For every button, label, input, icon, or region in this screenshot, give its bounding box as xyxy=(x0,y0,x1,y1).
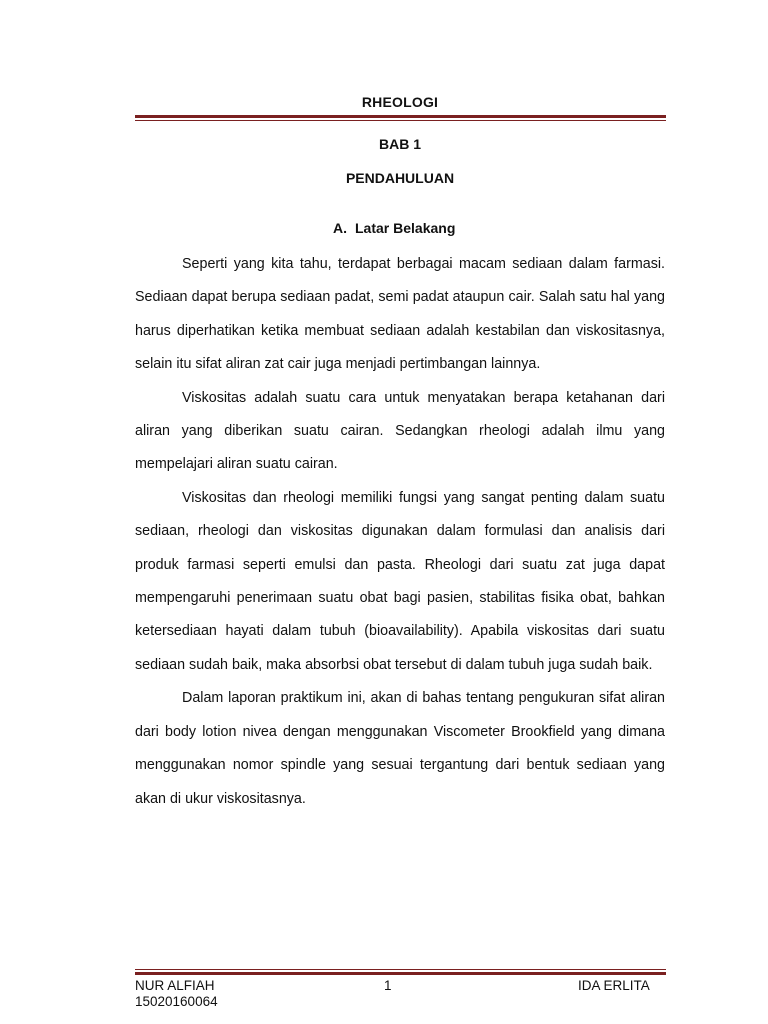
footer-rule-thick xyxy=(135,972,666,975)
chapter-number: BAB 1 xyxy=(378,136,421,152)
body-text xyxy=(135,248,665,816)
header-rule-thin xyxy=(135,120,666,121)
section-letter: A. xyxy=(333,220,347,236)
paragraph: Seperti yang kita tahu, terdapat berbagai macam sediaan dalam farmasi. Sediaan dapat berupa sediaan padat, semi padat ataupun cair. Salah satu hal yang harus diperhatikan ketika membuat sediaan adalah kestabilan dan viskositasnya, selain itu sifat aliran zat cair juga menjadi pertimbangan lainnya. xyxy=(135,256,665,373)
paragraph: Viskositas adalah suatu cara untuk menyatakan berapa ketahanan dari aliran yang diberikan suatu cairan. Sedangkan rheologi adalah ilmu yang mempelajari aliran suatu cairan. xyxy=(135,389,665,473)
footer-rule-thin xyxy=(135,969,666,970)
paragraph: Viskositas dan rheologi memiliki fungsi yang sangat penting dalam suatu sediaan, rheologi dan viskositas digunakan dalam formulasi dan analisis dari produk farmasi seperti emulsi dan pasta. Rheologi dari suatu zat juga dapat mempengaruhi penerimaan suatu obat bagi pasien, stabilitas fisika obat, bahkan ketersediaan hayati dalam tubuh (bioavailability). Apabila viskositas dari suatu sediaan sudah baik, maka absorbsi obat tersebut di dalam tubuh juga sudah baik. xyxy=(135,489,665,673)
footer-supervisor: IDA ERLITA xyxy=(578,978,650,993)
header-rule-thick xyxy=(135,115,666,118)
footer-author-name: NUR ALFIAH xyxy=(135,978,215,993)
section-title: Latar Belakang xyxy=(355,220,456,236)
header-title: RHEOLOGI xyxy=(361,94,439,110)
chapter-title: PENDAHULUAN xyxy=(345,170,455,186)
footer-author-id: 15020160064 xyxy=(135,994,218,1009)
page-number: 1 xyxy=(384,978,392,993)
section-heading xyxy=(333,220,455,236)
footer-author xyxy=(135,978,218,1010)
paragraph: Dalam laporan praktikum ini, akan di bahas tentang pengukuran sifat aliran dari body lotion nivea dengan menggunakan Viscometer Brookfield yang dimana menggunakan nomor spindle yang sesuai tergantung dari bentuk sediaan yang akan di ukur viskositasnya. xyxy=(135,690,665,807)
